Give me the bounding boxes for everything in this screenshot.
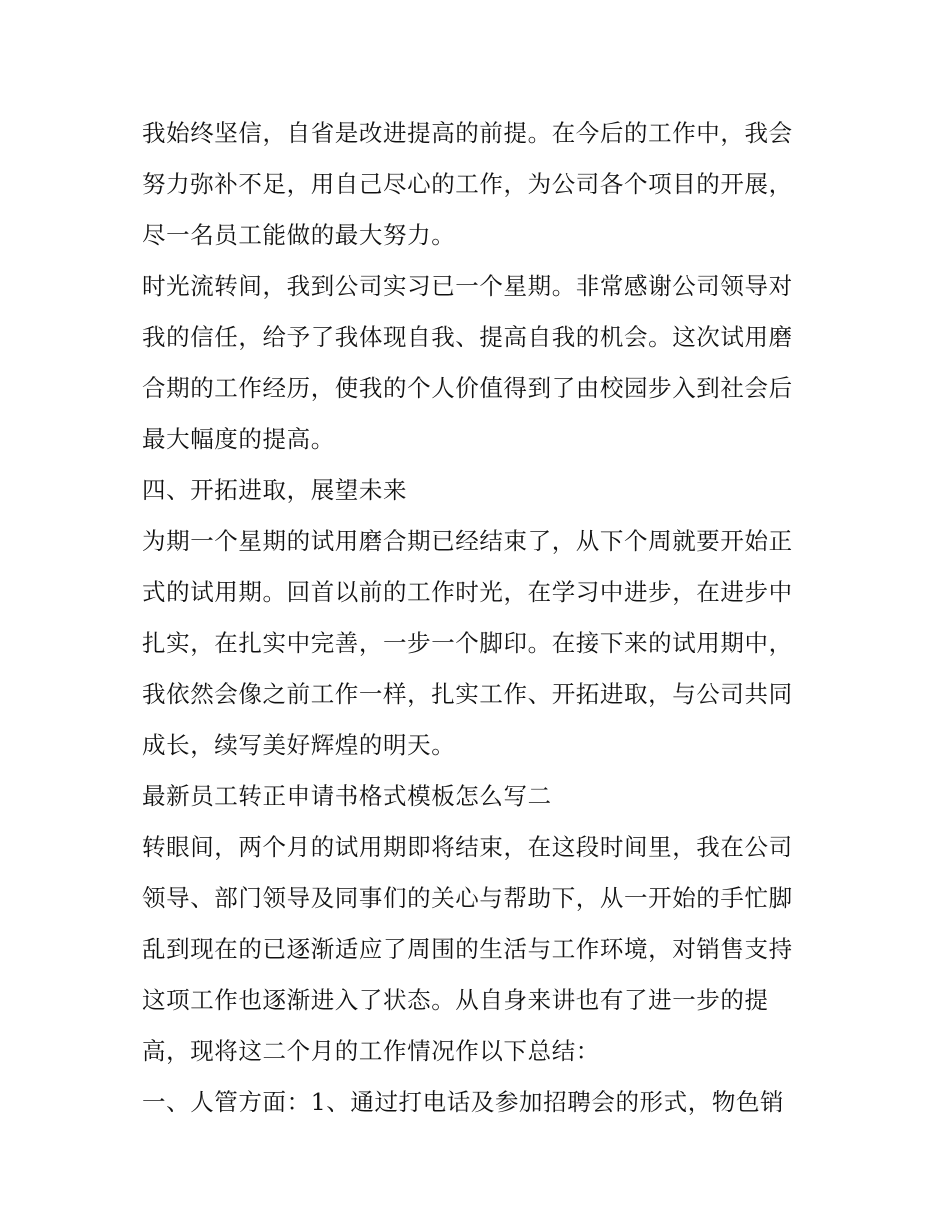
- document-subtitle: 最新员工转正申请书格式模板怎么写二: [142, 782, 552, 810]
- text-line: 这项工作也逐渐进入了状态。从自身来讲也有了进一步的提: [142, 986, 769, 1014]
- text-line: 时光流转间，我到公司实习已一个星期。非常感谢公司领导对: [142, 272, 793, 300]
- text-line: 尽一名员工能做的最大努力。: [142, 221, 456, 249]
- document-body: [142, 108, 822, 1128]
- text-line: 努力弥补不足，用自己尽心的工作，为公司各个项目的开展，: [142, 170, 793, 198]
- text-line: 式的试用期。回首以前的工作时光，在学习中进步，在进步中: [142, 578, 793, 606]
- text-line: 乱到现在的已逐渐适应了周围的生活与工作环境，对销售支持: [142, 935, 793, 963]
- text-line: 为期一个星期的试用磨合期已经结束了，从下个周就要开始正: [142, 527, 793, 555]
- text-line: 我依然会像之前工作一样，扎实工作、开拓进取，与公司共同: [142, 680, 793, 708]
- text-line: 一、人管方面：1、通过打电话及参加招聘会的形式，物色销: [142, 1088, 785, 1116]
- text-line: 领导、部门领导及同事们的关心与帮助下，从一开始的手忙脚: [142, 884, 793, 912]
- text-line: 扎实，在扎实中完善，一步一个脚印。在接下来的试用期中，: [142, 629, 793, 657]
- text-line: 转眼间，两个月的试用期即将结束，在这段时间里，我在公司: [142, 833, 793, 861]
- section-heading: 四、开拓进取，展望未来: [142, 476, 408, 504]
- text-line: 成长，续写美好辉煌的明天。: [142, 731, 456, 759]
- text-line: 高，现将这二个月的工作情况作以下总结：: [142, 1037, 600, 1065]
- text-line: 合期的工作经历，使我的个人价值得到了由校园步入到社会后: [142, 374, 793, 402]
- text-line: 最大幅度的提高。: [142, 425, 335, 453]
- text-line: 我始终坚信，自省是改进提高的前提。在今后的工作中，我会: [142, 119, 793, 147]
- text-line: 我的信任，给予了我体现自我、提高自我的机会。这次试用磨: [142, 323, 793, 351]
